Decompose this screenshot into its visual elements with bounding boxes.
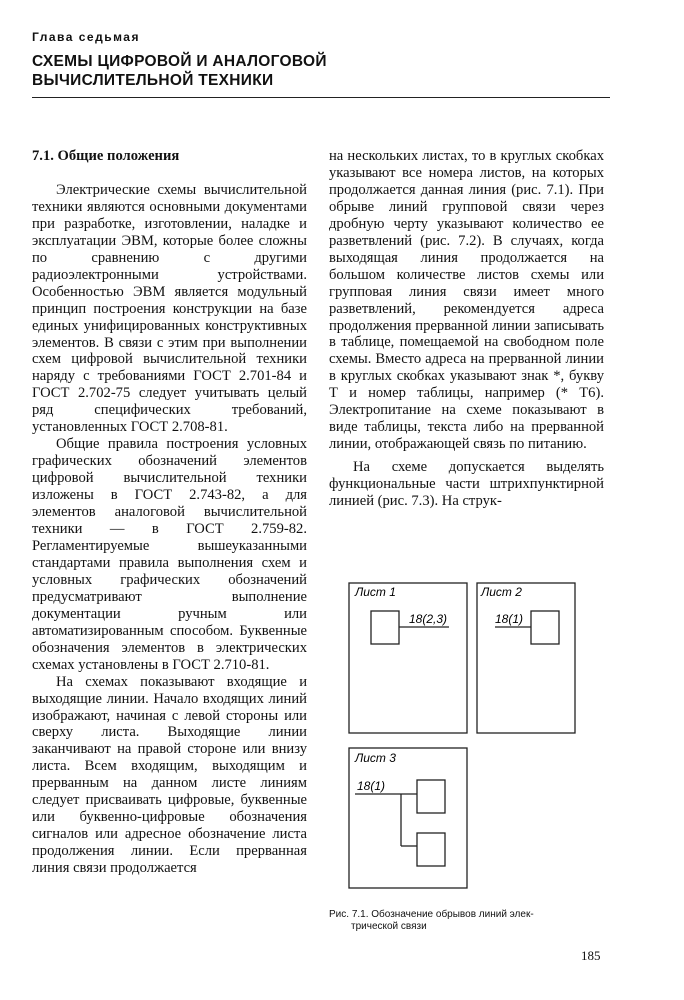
figure-7-1 — [329, 578, 609, 908]
chapter-title — [32, 52, 327, 90]
chapter-title-line-1: СХЕМЫ ЦИФРОВОЙ И АНАЛОГОВОЙ — [32, 53, 327, 70]
right-paragraph-2: На схеме допускается выделять функциональные части штрихпунктирной линией (рис. 7.3). На струк- — [329, 459, 604, 510]
section-heading: 7.1. Общие положения — [32, 148, 180, 164]
sheet-3-element-1 — [417, 780, 445, 813]
right-column — [329, 148, 604, 510]
right-paragraph-1: на нескольких листах, то в круглых скобках указывают все номера листов, на которых продолжается данная линия (рис. 7.1). При обрыве линий групповой связи через дробную черту указывают количество ее разветвлений (рис. 7.2). В случаях, когда выходящая линия продолжается на большом количестве листов схемы или групповая линия связи имеет много разветвлений, рекомендуется адреса продолжения прерванной линии записывать в таблице, помещаемой на свободном поле схемы. Вместо адреса на прерванной линии в круглых скобках указывают знак *, букву Т и номер таблицы, например (* Т6). Электропитание на схеме показывают в виде таблицы, текста либо на прерванной линии, отображающей связь по питанию. — [329, 148, 604, 453]
page-number: 185 — [581, 948, 601, 963]
sheet-3-element-2 — [417, 833, 445, 866]
sheet-3-line-label: 18(1) — [357, 779, 386, 793]
sheet-3-label: Лист 3 — [355, 751, 396, 765]
sheet-2-line-label: 18(1) — [495, 612, 524, 626]
chapter-label: Глава седьмая — [32, 30, 140, 44]
figure-diagram — [329, 578, 609, 908]
chapter-title-line-2: ВЫЧИСЛИТЕЛЬНОЙ ТЕХНИКИ — [32, 72, 274, 89]
caption-line-1: Рис. 7.1. Обозначение обрывов линий элек- — [329, 909, 534, 920]
left-column — [32, 148, 307, 877]
sheet-3-frame — [349, 748, 467, 888]
sheet-1-line-label: 18(2,3) — [409, 612, 448, 626]
sheet-1-element — [371, 611, 399, 644]
caption-line-2: трической связи — [351, 921, 427, 932]
sheet-1-frame — [349, 583, 467, 733]
left-paragraph-2: Общие правила построения условных графических обозначений элементов цифровой вычислительной техники изложены в ГОСТ 2.743-82, а для элементов аналоговой вычислительной техники — в ГОСТ 2.759-82. Регламентируемые вышеуказанными стандартами правила выполнения схем и условных графических обозначений предусматривают выполнение документации ручным или автоматизированным способом. Буквенные обозначения элементов в электрических схемах установлены в ГОСТ 2.710-81. — [32, 436, 307, 673]
figure-caption — [329, 909, 609, 933]
left-paragraph-3: На схемах показывают входящие и выходящие линии. Начало входящих линий изображают, начиная с левой стороны или сверху листа. Выходящие линии заканчивают на правой стороне или внизу листа. Всем входящим, выходящим и прерванным на данном листе линиям следует присваивать цифровые, буквенные или буквенно-цифровые обозначения сигналов или адресное обозначение листа продолжения линии. Если прерванная линия связи продолжается — [32, 673, 307, 877]
sheet-2-label: Лист 2 — [481, 585, 522, 599]
sheet-2-frame — [477, 583, 575, 733]
left-paragraph-1: Электрические схемы вычислительной техники являются основными документами при разработке, изготовлении, наладке и эксплуатации ЭВМ, которые более сложны по сравнению с другими радиоэлектронными устройствами. Особенностью ЭВМ является модульный принцип построения конструкции на базе единых унифицированных конструктивных элементов. В связи с этим при выполнении схем цифровой вычислительной техники наряду с требованиями ГОСТ 2.701-84 и ГОСТ 2.702-75 следует учитывать целый ряд специфических требований, установленных ГОСТ 2.708-81. — [32, 181, 307, 436]
sheet-2-element — [531, 611, 559, 644]
header-rule — [32, 97, 610, 98]
sheet-1-label: Лист 1 — [355, 585, 396, 599]
